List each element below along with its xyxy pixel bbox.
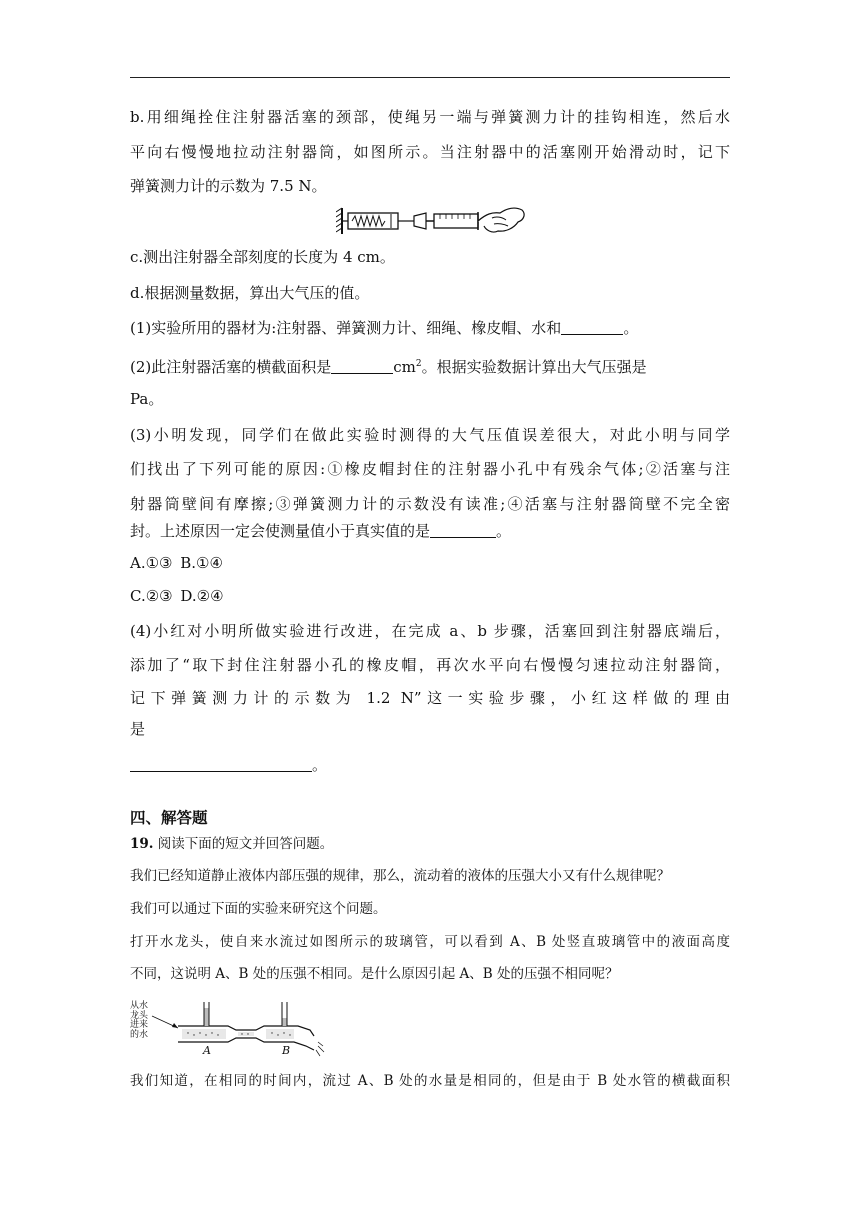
- step-b-line1: b.用细绳拴住注射器活塞的颈部，使绳另一端与弹簧测力计的挂钩相连，然后水: [130, 108, 730, 126]
- passage-p3a: 打开水龙头，使自来水流过如图所示的玻璃管，可以看到 A、B 处竖直玻璃管中的液面高度: [130, 934, 730, 950]
- question-3-line2: 们找出了下列可能的原因:①橡皮帽封住的注射器小孔中有残余气体;②活塞与注: [130, 460, 730, 478]
- header-rule: [130, 77, 730, 78]
- question-2-after: 。根据实验数据计算出大气压强是: [421, 358, 647, 376]
- question-4-line3: 记下弹簧测力计的示数为 1.2 N”这一实验步骤，小红这样做的理由: [130, 689, 730, 707]
- answer-blank: [331, 359, 393, 374]
- step-d: d.根据测量数据，算出大气压的值。: [130, 284, 370, 302]
- question-4-line2: 添加了“取下封住注射器小孔的橡皮帽，再次水平向右慢慢匀速拉动注射器筒，: [130, 656, 730, 674]
- answer-blank: [130, 757, 312, 772]
- question-4-line1: (4)小红对小明所做实验进行改进，在完成 a、b 步骤，活塞回到注射器底端后，: [130, 622, 730, 640]
- question-2-line2: Pa。: [130, 390, 164, 408]
- venturi-figure: [128, 1000, 348, 1062]
- question-3-line1: (3)小明发现，同学们在做此实验时测得的大气压值误差很大，对此小明与同学: [130, 426, 730, 444]
- question-3-line4: [130, 521, 730, 541]
- question-3-line3: 射器筒壁间有摩擦;③弹簧测力计的示数没有读准;④活塞与注射器筒壁不完全密: [130, 495, 730, 513]
- question-19-header: [130, 834, 730, 854]
- options-line1: A.①③ B.①④: [130, 554, 223, 572]
- question-3-end: 。: [496, 522, 512, 540]
- point-a-label: A: [203, 1044, 211, 1057]
- question-1: [130, 318, 730, 338]
- passage-p3b: 不同，这说明 A、B 处的压强不相同。是什么原因引起 A、B 处的压强不相同呢？: [130, 966, 619, 982]
- question-19-number: 19.: [130, 836, 154, 852]
- step-b-line3: 弹簧测力计的示数为 7.5 N。: [130, 177, 327, 195]
- question-4-line4: 是: [130, 720, 146, 738]
- question-2: [130, 354, 730, 377]
- step-c: c.测出注射器全部刻度的长度为 4 cm。: [130, 248, 395, 266]
- question-2-before: (2)此注射器活塞的横截面积是: [130, 358, 332, 376]
- passage-p1: 我们已经知道静止液体内部压强的规律，那么，流动着的液体的压强大小又有什么规律呢？: [130, 868, 670, 884]
- question-2-sup: 2: [415, 359, 422, 369]
- question-19-title: 阅读下面的短文并回答问题。: [153, 836, 334, 852]
- passage-p4: 我们知道，在相同的时间内，流过 A、B 处的水量是相同的，但是由于 B 处水管的横截面积: [130, 1073, 730, 1089]
- question-3-line4-text: 封。上述原因一定会使测量值小于真实值的是: [130, 522, 431, 540]
- question-2-unit: cm: [393, 358, 416, 376]
- section-title: 四、解答题: [130, 808, 208, 827]
- inlet-label: 从水 龙头 进来 的水: [130, 1001, 149, 1040]
- step-b-line2: 平向右慢慢地拉动注射器筒，如图所示。当注射器中的活塞刚开始滑动时，记下: [130, 143, 730, 161]
- passage-p2: 我们可以通过下面的实验来研究这个问题。: [130, 901, 387, 917]
- point-b-label: B: [282, 1044, 291, 1057]
- question-1-end: 。: [623, 319, 639, 337]
- answer-blank: [430, 523, 496, 538]
- syringe-spring-scale-figure: [336, 204, 528, 244]
- answer-blank: [561, 320, 623, 335]
- question-4-end: 。: [312, 756, 328, 774]
- question-4-line5: [130, 755, 730, 775]
- options-line2: C.②③ D.②④: [130, 587, 224, 605]
- question-1-text: (1)实验所用的器材为:注射器、弹簧测力计、细绳、橡皮帽、水和: [130, 319, 562, 337]
